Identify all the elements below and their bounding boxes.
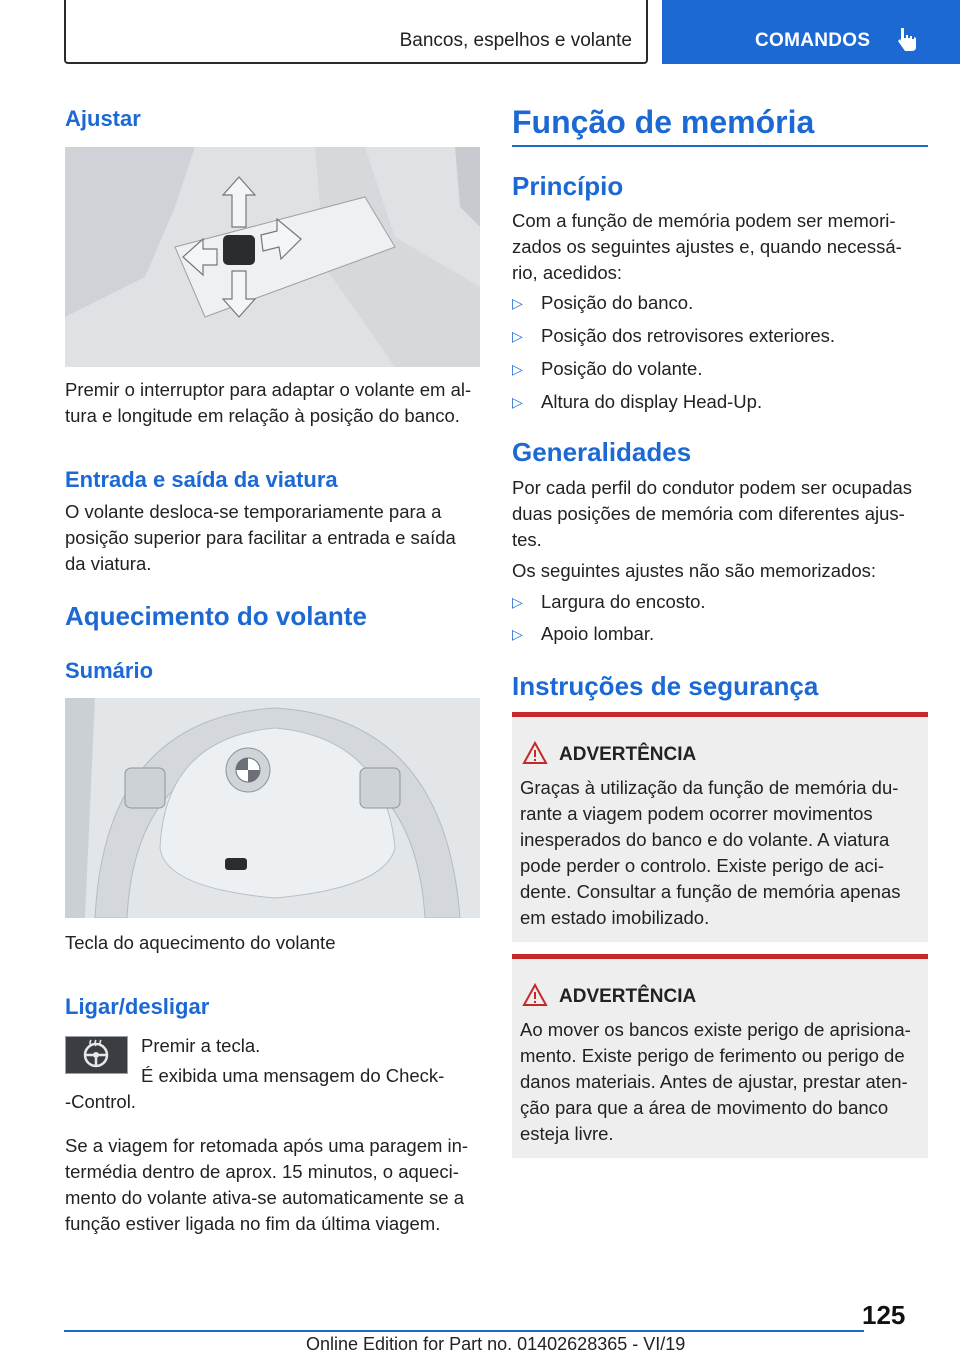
steering-adjust-figure: [65, 147, 480, 367]
adjust-caption-line-2: tura e longitude em relação à posição do banco.: [65, 405, 460, 426]
general-text: [512, 475, 937, 553]
resume-line-3: mento do volante ativa-se automaticamente se a: [65, 1187, 465, 1208]
summary-heading: Sumário: [65, 658, 154, 683]
warning-2-line: ção para que a área de movimento do banco: [520, 1097, 889, 1118]
entry-heading: Entrada e saída da viatura: [65, 467, 338, 492]
principle-text: [512, 208, 932, 286]
warning-1-line: rante a viagem podem ocorrer movimentos: [520, 803, 873, 824]
bullet-triangle-icon: ▷: [512, 361, 523, 377]
adjust-caption: [65, 377, 485, 429]
header-section-title: Bancos, espelhos e volante: [399, 30, 632, 51]
resume-line-2: termédia dentro de aprox. 15 minutos, o aqueci-: [65, 1161, 459, 1182]
general-line-1: Por cada perfil do condutor podem ser ocupadas: [512, 477, 913, 498]
resume-line-1: Se a viagem for retomada após uma paragem in-: [65, 1135, 469, 1156]
general-line-2: duas posições de memória com diferentes ajus-: [512, 503, 905, 524]
principle-line-2: zados os seguintes ajustes e, quando necessá-: [512, 236, 902, 257]
warning-1-title: ADVERTÊNCIA: [559, 744, 697, 765]
general-heading: Generalidades: [512, 437, 692, 467]
principle-line-3: rio, acedidos:: [512, 262, 623, 283]
resume-text: [65, 1133, 485, 1237]
heated-steering-wheel-icon: [66, 1037, 127, 1073]
not-stored-intro: Os seguintes ajustes não são memorizados:: [512, 560, 877, 581]
summary-caption: Tecla do aquecimento do volante: [65, 932, 336, 953]
warning-box-1: [512, 712, 928, 942]
warning-1-line: inesperados do banco e do volante. A viatura: [520, 829, 890, 850]
heated-steering-wheel-button: [65, 1036, 128, 1074]
warning-triangle-icon: [522, 983, 548, 1007]
general-line-3: tes.: [512, 529, 542, 550]
footer-edition: Online Edition for Part no. 01402628365 - VI/19: [306, 1334, 686, 1354]
onoff-step-3: -Control.: [65, 1091, 136, 1112]
warning-2-line: mento. Existe perigo de ferimento ou perigo de: [520, 1045, 905, 1066]
warning-1-line: em estado imobilizado.: [520, 907, 710, 928]
heating-heading: Aquecimento do volante: [65, 601, 367, 631]
safety-heading: Instruções de segurança: [512, 671, 819, 701]
principle-heading: Princípio: [512, 171, 624, 201]
bullet-triangle-icon: ▷: [512, 295, 523, 311]
warning-2-title: ADVERTÊNCIA: [559, 986, 697, 1007]
warning-triangle-icon: [522, 741, 548, 765]
warning-1-line: dente. Consultar a função de memória apenas: [520, 881, 901, 902]
pointing-hand-icon: [896, 26, 918, 52]
steering-column-switch-illustration: [65, 147, 480, 367]
entry-text-line-2: posição superior para facilitar a entrada e saída: [65, 527, 456, 548]
page-number: 125: [862, 1300, 906, 1330]
bullet-triangle-icon: ▷: [512, 594, 523, 610]
bullet-triangle-icon: ▷: [512, 394, 523, 410]
entry-text: [65, 499, 485, 577]
bullet-triangle-icon: ▷: [512, 626, 523, 642]
onoff-step-2: É exibida uma mensagem do Check-: [141, 1065, 445, 1086]
memory-heading: Função de memória: [512, 104, 815, 140]
warning-box-2: [512, 954, 928, 1158]
header-chapter-title: COMANDOS: [755, 30, 871, 51]
entry-text-line-1: O volante desloca-se temporariamente para a: [65, 501, 442, 522]
adjust-caption-line-1: Premir o interruptor para adaptar o volante em al-: [65, 379, 472, 400]
warning-2-line: Ao mover os bancos existe perigo de aprisiona-: [520, 1019, 911, 1040]
steering-wheel-illustration: [65, 698, 480, 918]
warning-1-text: [520, 775, 925, 931]
steering-wheel-figure: [65, 698, 480, 918]
bullet-triangle-icon: ▷: [512, 328, 523, 344]
header-chapter-box: [662, 0, 960, 64]
warning-2-line: esteja livre.: [520, 1123, 614, 1144]
onoff-heading: Ligar/desligar: [65, 994, 210, 1019]
header-section-box: [64, 0, 648, 64]
warning-2-line: danos materiais. Antes de ajustar, prestar aten-: [520, 1071, 908, 1092]
warning-2-text: [520, 1017, 925, 1147]
adjust-heading: Ajustar: [65, 106, 141, 131]
entry-text-line-3: da viatura.: [65, 553, 152, 574]
principle-line-1: Com a função de memória podem ser memori-: [512, 210, 896, 231]
footer-rule: [64, 1330, 864, 1332]
warning-1-line: Graças à utilização da função de memória du-: [520, 777, 899, 798]
resume-line-4: função estiver ligada no fim da última viagem.: [65, 1213, 441, 1234]
memory-heading-rule: [512, 145, 928, 147]
onoff-step-1: Premir a tecla.: [141, 1035, 261, 1056]
warning-1-line: pode perder o controlo. Existe perigo de aci-: [520, 855, 885, 876]
